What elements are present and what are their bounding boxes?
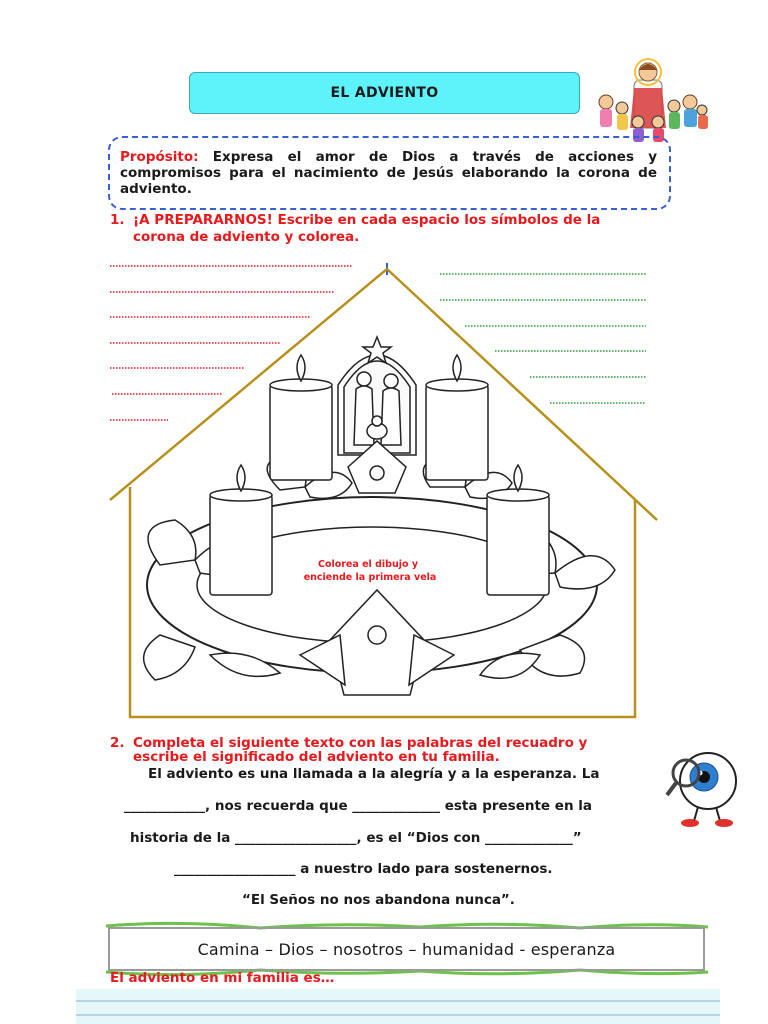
question-2-line1: Completa el siguiente texto con las palabras del recuadro y [133, 735, 588, 751]
word-bank-text: Camina – Dios – nosotros – humanidad - esperanza [197, 939, 616, 959]
poinsettia-bottom [300, 590, 454, 695]
passage-quote: “El Seños no nos abandona nunca”. [242, 892, 515, 908]
question-2 [110, 736, 658, 764]
wreath-caption-line2: enciende la primera vela [303, 572, 437, 583]
question-1 [110, 212, 658, 246]
passage-line-3: historia de la __________________, es el “Dios con _____________” [130, 830, 582, 846]
question-1-line1: ¡A PREPARARNOS! Escribe en cada espacio los símbolos de la [133, 212, 601, 228]
passage-line-1: El adviento es una llamada a la alegría y a la esperanza. La [148, 766, 600, 782]
passage-line-2: ____________, nos recuerda que _____________ esta presente en la [124, 798, 592, 814]
page-title [189, 72, 580, 114]
passage-line-4: __________________ a nuestro lado para sostenernos. [174, 861, 553, 877]
wreath-caption-line1: Colorea el dibujo y [317, 559, 419, 570]
purpose-text: Expresa el amor de Dios a través de acciones y compromisos para el nacimiento de Jesús elaborando la corona de adviento. [120, 149, 658, 197]
candle-back-left [270, 355, 332, 480]
question-1-number: 1. [110, 212, 125, 228]
magnifying-eye-mascot [664, 745, 744, 829]
family-label: El adviento en mi familia es… [110, 970, 335, 986]
word-bank-box [108, 927, 705, 971]
question-2-line2: escribe el significado del adviento en tu familia. [133, 749, 500, 765]
children-with-jesus-illustration [590, 58, 710, 144]
purpose-label: Propósito: [120, 149, 199, 165]
wreath-worksheet-drawing [100, 255, 668, 725]
candle-front-left [210, 465, 272, 595]
nativity-scene [338, 337, 416, 455]
writing-area[interactable] [76, 989, 720, 1024]
question-2-number: 2. [110, 735, 125, 751]
candle-back-right [426, 355, 488, 480]
question-1-line2: corona de adviento y colorea. [133, 229, 360, 245]
purpose-box [108, 136, 671, 210]
page-title-text: EL ADVIENTO [330, 85, 439, 101]
